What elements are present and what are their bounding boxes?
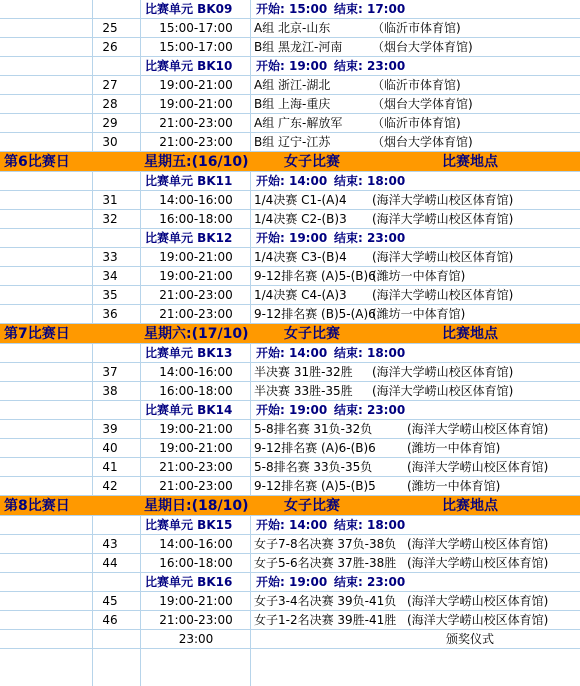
day-venue-header: 比赛地点 bbox=[442, 498, 498, 514]
match-teams: 1/4决赛 C1-(A)4 bbox=[254, 193, 347, 207]
session-start-time: 开始: 19:00 bbox=[256, 231, 328, 245]
match-time: 21:00-23:00 bbox=[159, 135, 233, 149]
day-venue-header: 比赛地点 bbox=[442, 154, 498, 170]
day-weekday-date: 星期六:(17/10) bbox=[144, 326, 249, 342]
match-venue: (海洋大学崂山校区体育馆) bbox=[407, 537, 549, 551]
match-day-header bbox=[0, 496, 580, 516]
match-teams: 9-12排名赛 (A)5-(B)5 bbox=[254, 479, 376, 493]
session-unit-label: 比赛单元 BK15 bbox=[145, 518, 233, 532]
match-venue: (海洋大学崂山校区体育馆) bbox=[372, 250, 514, 264]
match-row bbox=[0, 477, 580, 496]
match-number: 25 bbox=[102, 21, 118, 35]
match-number: 33 bbox=[102, 250, 118, 264]
match-time: 19:00-21:00 bbox=[159, 97, 233, 111]
match-venue: (潍坊一中体育馆) bbox=[407, 479, 501, 493]
match-teams: A组 广东-解放军 bbox=[254, 116, 343, 130]
match-venue: (潍坊一中体育馆) bbox=[407, 441, 501, 455]
match-number: 43 bbox=[102, 537, 118, 551]
match-venue: (潍坊一中体育馆) bbox=[372, 269, 466, 283]
match-row bbox=[0, 286, 580, 305]
match-time: 19:00-21:00 bbox=[159, 422, 233, 436]
match-venue: (海洋大学崂山校区体育馆) bbox=[372, 365, 514, 379]
match-teams: B组 黑龙江-河南 bbox=[254, 40, 343, 54]
match-teams: A组 北京-山东 bbox=[254, 21, 331, 35]
match-number: 35 bbox=[102, 288, 118, 302]
match-row bbox=[0, 535, 580, 554]
session-unit-row bbox=[0, 573, 580, 592]
match-time: 21:00-23:00 bbox=[159, 460, 233, 474]
session-unit-label: 比赛单元 BK10 bbox=[145, 59, 233, 73]
session-start-time: 开始: 14:00 bbox=[256, 346, 328, 360]
session-unit-row bbox=[0, 0, 580, 19]
match-time: 14:00-16:00 bbox=[159, 537, 233, 551]
match-row bbox=[0, 19, 580, 38]
match-number: 36 bbox=[102, 307, 118, 321]
match-row bbox=[0, 248, 580, 267]
match-time: 19:00-21:00 bbox=[159, 78, 233, 92]
session-unit-label: 比赛单元 BK09 bbox=[145, 2, 233, 16]
day-category: 女子比赛 bbox=[284, 326, 340, 342]
session-unit-row bbox=[0, 344, 580, 363]
match-venue: (海洋大学崂山校区体育馆) bbox=[372, 288, 514, 302]
match-time: 16:00-18:00 bbox=[159, 212, 233, 226]
match-time: 21:00-23:00 bbox=[159, 116, 233, 130]
match-teams: 9-12排名赛 (A)5-(B)6 bbox=[254, 269, 376, 283]
day-label: 第6比赛日 bbox=[4, 154, 70, 170]
match-teams: 5-8排名赛 31负-32负 bbox=[254, 422, 373, 436]
session-unit-row bbox=[0, 57, 580, 76]
match-time: 19:00-21:00 bbox=[159, 250, 233, 264]
match-row bbox=[0, 76, 580, 95]
match-time: 19:00-21:00 bbox=[159, 441, 233, 455]
day-label: 第7比赛日 bbox=[4, 326, 70, 342]
match-number: 31 bbox=[102, 193, 118, 207]
match-number: 34 bbox=[102, 269, 118, 283]
match-teams: 1/4决赛 C3-(B)4 bbox=[254, 250, 347, 264]
match-venue: （烟台大学体育馆) bbox=[372, 135, 473, 149]
match-venue: （临沂市体育馆) bbox=[372, 116, 461, 130]
match-venue: (海洋大学崂山校区体育馆) bbox=[372, 193, 514, 207]
match-number: 44 bbox=[102, 556, 118, 570]
match-venue: （临沂市体育馆) bbox=[372, 78, 461, 92]
match-venue: （烟台大学体育馆) bbox=[372, 97, 473, 111]
session-end-time: 结束: 17:00 bbox=[334, 2, 406, 16]
match-row bbox=[0, 267, 580, 286]
match-number: 46 bbox=[102, 613, 118, 627]
match-teams: A组 浙江-湖北 bbox=[254, 78, 331, 92]
match-teams: 半决赛 31胜-32胜 bbox=[254, 365, 353, 379]
day-category: 女子比赛 bbox=[284, 154, 340, 170]
session-unit-label: 比赛单元 BK13 bbox=[145, 346, 233, 360]
match-row bbox=[0, 38, 580, 57]
match-time: 16:00-18:00 bbox=[159, 556, 233, 570]
session-end-time: 结束: 18:00 bbox=[334, 346, 406, 360]
match-teams: 女子1-2名决赛 39胜-41胜 bbox=[254, 613, 397, 627]
match-time: 21:00-23:00 bbox=[159, 613, 233, 627]
match-number: 45 bbox=[102, 594, 118, 608]
match-row bbox=[0, 611, 580, 630]
match-time: 15:00-17:00 bbox=[159, 21, 233, 35]
match-row bbox=[0, 305, 580, 324]
match-number: 41 bbox=[102, 460, 118, 474]
ceremony-row bbox=[0, 630, 580, 649]
match-row bbox=[0, 458, 580, 477]
match-teams: 女子5-6名决赛 37胜-38胜 bbox=[254, 556, 397, 570]
match-venue: (潍坊一中体育馆) bbox=[372, 307, 466, 321]
match-row bbox=[0, 210, 580, 229]
match-day-header bbox=[0, 152, 580, 172]
match-row bbox=[0, 420, 580, 439]
session-start-time: 开始: 15:00 bbox=[256, 2, 328, 16]
match-row bbox=[0, 382, 580, 401]
match-venue: （烟台大学体育馆) bbox=[372, 40, 473, 54]
match-row bbox=[0, 133, 580, 152]
session-start-time: 开始: 14:00 bbox=[256, 518, 328, 532]
match-time: 15:00-17:00 bbox=[159, 40, 233, 54]
session-start-time: 开始: 14:00 bbox=[256, 174, 328, 188]
match-time: 21:00-23:00 bbox=[159, 288, 233, 302]
match-number: 28 bbox=[102, 97, 118, 111]
session-start-time: 开始: 19:00 bbox=[256, 403, 328, 417]
session-end-time: 结束: 18:00 bbox=[334, 174, 406, 188]
match-time: 21:00-23:00 bbox=[159, 479, 233, 493]
grid-row-line bbox=[0, 648, 580, 649]
ceremony-label: 颁奖仪式 bbox=[446, 632, 495, 646]
match-teams: 女子7-8名决赛 37负-38负 bbox=[254, 537, 397, 551]
match-time: 21:00-23:00 bbox=[159, 307, 233, 321]
match-venue: (海洋大学崂山校区体育馆) bbox=[372, 384, 514, 398]
day-venue-header: 比赛地点 bbox=[442, 326, 498, 342]
session-end-time: 结束: 23:00 bbox=[334, 403, 406, 417]
match-venue: (海洋大学崂山校区体育馆) bbox=[407, 613, 549, 627]
session-unit-row bbox=[0, 516, 580, 535]
session-end-time: 结束: 23:00 bbox=[334, 59, 406, 73]
ceremony-time: 23:00 bbox=[178, 632, 214, 646]
match-number: 27 bbox=[102, 78, 118, 92]
match-venue: (海洋大学崂山校区体育馆) bbox=[407, 594, 549, 608]
match-number: 40 bbox=[102, 441, 118, 455]
day-weekday-date: 星期五:(16/10) bbox=[144, 154, 249, 170]
match-teams: 1/4决赛 C2-(B)3 bbox=[254, 212, 347, 226]
session-end-time: 结束: 18:00 bbox=[334, 518, 406, 532]
match-teams: 9-12排名赛 (A)6-(B)6 bbox=[254, 441, 376, 455]
session-start-time: 开始: 19:00 bbox=[256, 575, 328, 589]
match-teams: 5-8排名赛 33负-35负 bbox=[254, 460, 373, 474]
match-venue: (海洋大学崂山校区体育馆) bbox=[372, 212, 514, 226]
session-unit-row bbox=[0, 401, 580, 420]
session-unit-row bbox=[0, 172, 580, 191]
session-start-time: 开始: 19:00 bbox=[256, 59, 328, 73]
match-row bbox=[0, 592, 580, 611]
match-number: 32 bbox=[102, 212, 118, 226]
match-number: 38 bbox=[102, 384, 118, 398]
day-weekday-date: 星期日:(18/10) bbox=[144, 498, 249, 514]
match-venue: （临沂市体育馆) bbox=[372, 21, 461, 35]
match-time: 16:00-18:00 bbox=[159, 384, 233, 398]
session-unit-label: 比赛单元 BK11 bbox=[145, 174, 233, 188]
match-number: 39 bbox=[102, 422, 118, 436]
match-day-header bbox=[0, 324, 580, 344]
session-unit-label: 比赛单元 BK12 bbox=[145, 231, 233, 245]
match-time: 14:00-16:00 bbox=[159, 365, 233, 379]
match-number: 26 bbox=[102, 40, 118, 54]
session-end-time: 结束: 23:00 bbox=[334, 575, 406, 589]
match-row bbox=[0, 114, 580, 133]
match-number: 30 bbox=[102, 135, 118, 149]
match-number: 42 bbox=[102, 479, 118, 493]
match-teams: 女子3-4名决赛 39负-41负 bbox=[254, 594, 397, 608]
match-row bbox=[0, 191, 580, 210]
match-teams: 半决赛 33胜-35胜 bbox=[254, 384, 353, 398]
match-venue: (海洋大学崂山校区体育馆) bbox=[407, 556, 549, 570]
match-time: 19:00-21:00 bbox=[159, 594, 233, 608]
match-venue: (海洋大学崂山校区体育馆) bbox=[407, 460, 549, 474]
session-unit-label: 比赛单元 BK14 bbox=[145, 403, 233, 417]
session-unit-row bbox=[0, 229, 580, 248]
match-teams: B组 辽宁-江苏 bbox=[254, 135, 331, 149]
match-teams: 9-12排名赛 (B)5-(A)6 bbox=[254, 307, 376, 321]
day-category: 女子比赛 bbox=[284, 498, 340, 514]
match-row bbox=[0, 363, 580, 382]
session-unit-label: 比赛单元 BK16 bbox=[145, 575, 233, 589]
match-row bbox=[0, 439, 580, 458]
match-time: 19:00-21:00 bbox=[159, 269, 233, 283]
match-number: 29 bbox=[102, 116, 118, 130]
match-teams: B组 上海-重庆 bbox=[254, 97, 331, 111]
match-row bbox=[0, 95, 580, 114]
match-time: 14:00-16:00 bbox=[159, 193, 233, 207]
day-label: 第8比赛日 bbox=[4, 498, 70, 514]
session-end-time: 结束: 23:00 bbox=[334, 231, 406, 245]
match-venue: (海洋大学崂山校区体育馆) bbox=[407, 422, 549, 436]
match-teams: 1/4决赛 C4-(A)3 bbox=[254, 288, 347, 302]
match-row bbox=[0, 554, 580, 573]
match-number: 37 bbox=[102, 365, 118, 379]
